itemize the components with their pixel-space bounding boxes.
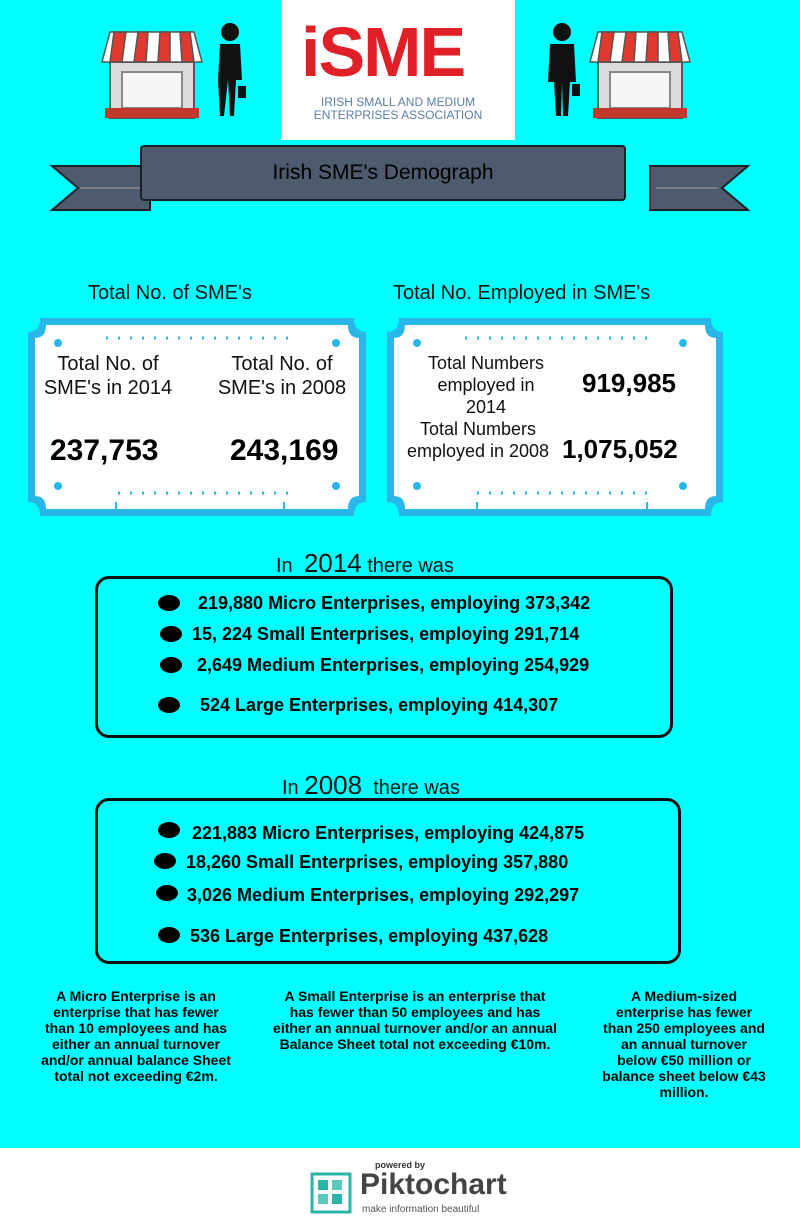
piktochart-tagline: make information beautiful: [362, 1204, 480, 1215]
list-item: 3,026 Medium Enterprises, employing 292,297: [187, 885, 580, 905]
year-2008-year: 2008: [304, 770, 363, 800]
list-item: 2,649 Medium Enterprises, employing 254,929: [197, 655, 590, 675]
list-item: 524 Large Enterprises, employing 414,307: [200, 695, 559, 715]
list-item: 536 Large Enterprises, employing 437,628: [190, 926, 549, 946]
bullet-icon: [154, 853, 176, 869]
employed-total-heading: Total No. Employed in SME's: [393, 282, 651, 304]
bullet-icon: [158, 822, 180, 838]
list-item: 15, 224 Small Enterprises, employing 291,714: [192, 624, 580, 644]
shop-icon: [588, 22, 692, 120]
year-2014-suffix: there was: [367, 555, 454, 577]
year-2008-prefix: In: [282, 777, 299, 799]
ticket-frame: [26, 316, 368, 518]
employed-2014-label: Total Numbers employed in 2014: [427, 353, 545, 417]
list-item: 219,880 Micro Enterprises, employing 373,342: [198, 593, 591, 613]
shop-icon: [100, 22, 204, 120]
logo: [281, 0, 515, 140]
year-2014-heading: [276, 548, 454, 579]
employed-2008-label: Total Numbers employed in 2008: [406, 419, 550, 461]
powered-by-text: powered by: [374, 1160, 425, 1170]
year-2014-year: 2014: [303, 548, 362, 578]
businessman-icon: [540, 20, 584, 120]
year-2008-suffix: there was: [373, 777, 460, 799]
bullet-icon: [158, 697, 180, 713]
bullet-icon: [158, 595, 180, 611]
bullet-icon: [160, 657, 182, 673]
list-item: 221,883 Micro Enterprises, employing 424,875: [192, 823, 585, 843]
sme-2014-value: 237,753: [50, 434, 159, 467]
employed-2008-value: 1,075,052: [562, 434, 678, 464]
sme-2008-label: Total No. of SME's in 2008: [217, 353, 347, 399]
bullet-icon: [160, 626, 182, 642]
bullet-icon: [156, 885, 178, 901]
logo-subtitle: IRISH SMALL AND MEDIUM ENTERPRISES ASSOCIATION: [313, 95, 483, 122]
sme-2014-label: Total No. of SME's in 2014: [43, 353, 173, 399]
list-item: 18,260 Small Enterprises, employing 357,880: [186, 852, 569, 872]
piktochart-brand[interactable]: Piktochart: [360, 1168, 507, 1201]
banner-title: Irish SME's Demograph: [140, 145, 626, 201]
year-2014-prefix: In: [276, 555, 293, 577]
sme-total-heading: Total No. of SME's: [88, 282, 252, 304]
year-2008-heading: [282, 770, 460, 801]
bullet-icon: [158, 927, 180, 943]
medium-definition: A Medium-sized enterprise has fewer than 250 employees and an annual turnover below €50 million or balance sheet below €43 million.: [602, 988, 766, 1100]
logo-wordmark: iSME: [301, 13, 465, 91]
businesswoman-icon: [208, 20, 252, 120]
small-definition: A Small Enterprise is an enterprise that has fewer than 50 employees and has either an annual turnover and/or an annual Balance Sheet total not exceeding €10m.: [273, 988, 557, 1052]
piktochart-logo-icon: [310, 1172, 352, 1214]
micro-definition: A Micro Enterprise is an enterprise that has fewer than 10 employees and has either an annual turnover and/or annual balance Sheet total not exceeding €2m.: [41, 988, 231, 1084]
employed-2014-value: 919,985: [582, 368, 676, 398]
sme-2008-value: 243,169: [230, 434, 339, 467]
